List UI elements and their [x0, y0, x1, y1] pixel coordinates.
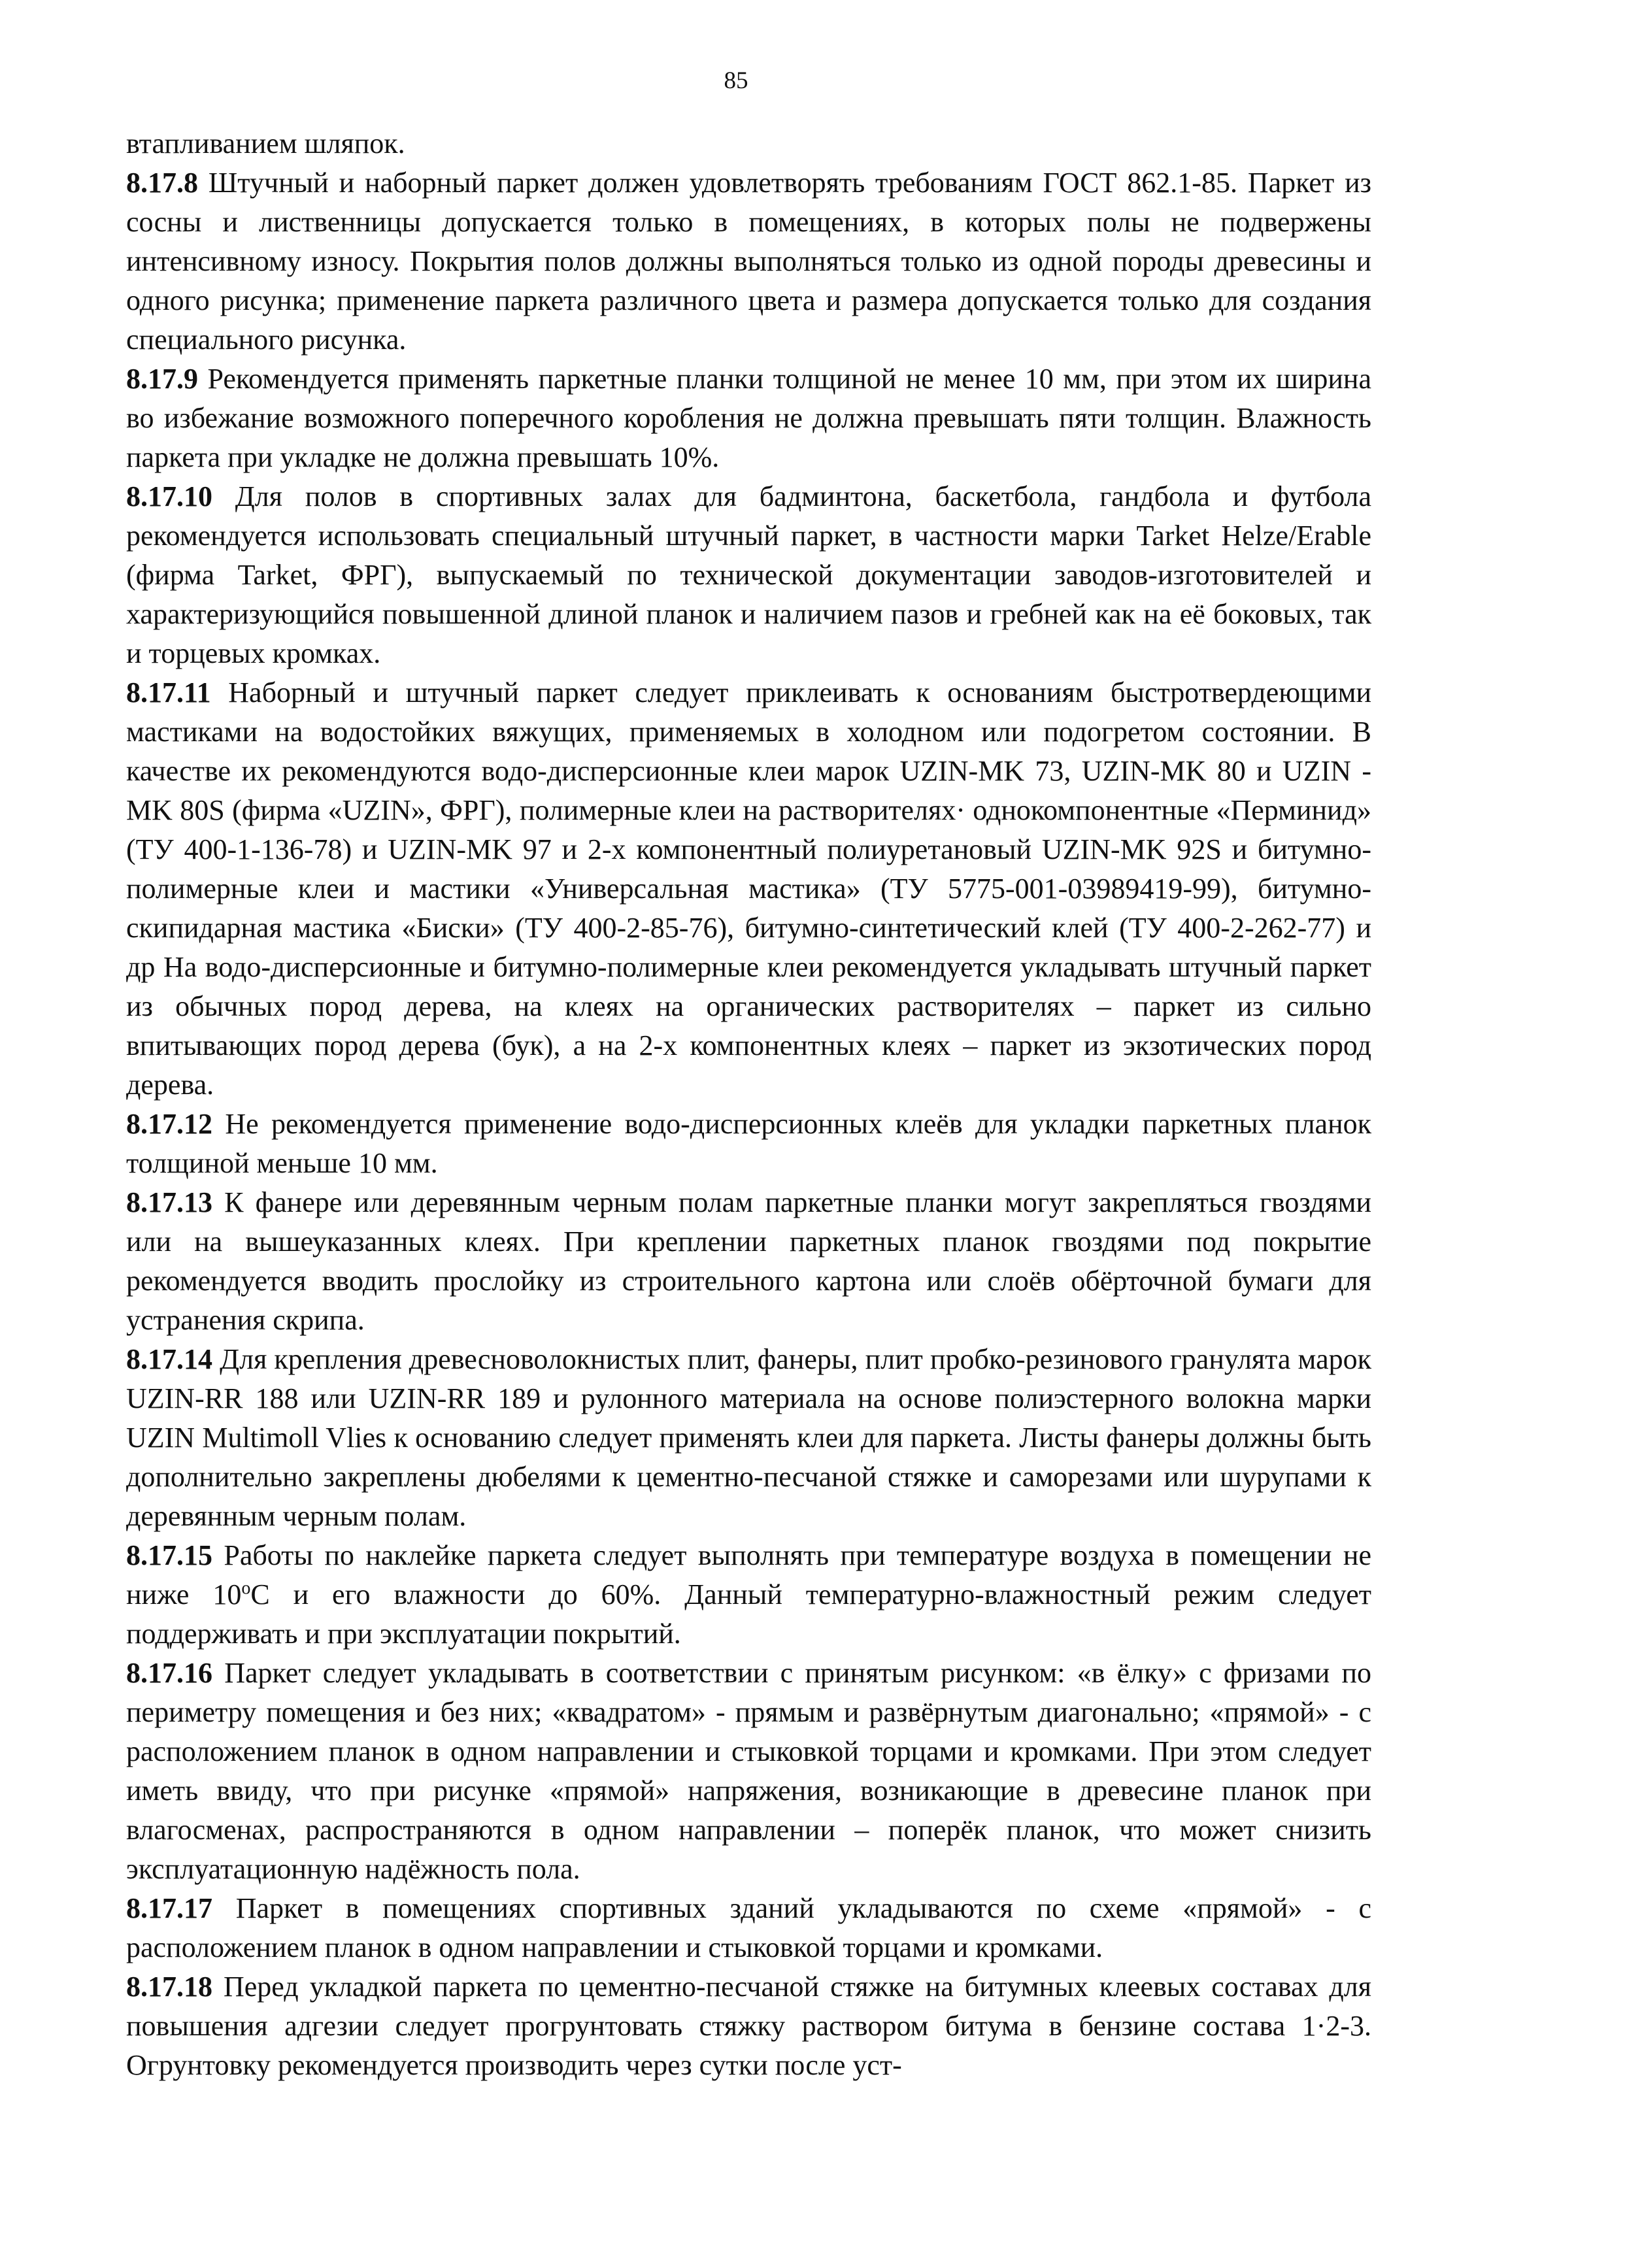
page-number: 85 — [724, 67, 748, 94]
paragraph-number: 8.17.12 — [126, 1108, 212, 1140]
paragraph-8-17-18 — [126, 1967, 1371, 2085]
paragraph-text: Перед укладкой паркета по цементно-песчаной стяжке на битумных клеевых составах для повышения адгезии следует прогрунтовать стяжку раствором битума в бензине состава 1·2-3. Огрунтовку рекомендуется производить через сутки после уст- — [126, 1971, 1372, 2081]
paragraph-8-17-11 — [126, 673, 1371, 1105]
paragraph-text: Не рекомендуется применение водо-дисперсионных клеёв для укладки паркетных планок толщиной меньше 10 мм. — [126, 1108, 1372, 1179]
paragraph-8-17-13 — [126, 1183, 1371, 1340]
paragraph-8-17-12 — [126, 1105, 1371, 1183]
paragraph-number: 8.17.8 — [126, 167, 198, 199]
paragraph-number: 8.17.13 — [126, 1186, 212, 1218]
paragraph-number: 8.17.9 — [126, 363, 198, 395]
document-body — [126, 124, 1371, 2085]
paragraph-text: Паркет в помещениях спортивных зданий укладываются по схеме «прямой» - с расположением планок в одном направлении и стыковкой торцами и кромками. — [126, 1892, 1371, 1963]
paragraph-8-17-8 — [126, 163, 1371, 359]
paragraph-number: 8.17.18 — [126, 1971, 212, 2003]
paragraph-text: Паркет следует укладывать в соответствии с принятым рисунком: «в ёлку» с фризами по периметру помещения и без них; «квадратом» - прямым и развёрнутым диагонально; «прямой» - с расположением планок в одном направлении и стыковкой торцами и кромками. При этом следует иметь ввиду, что при рисунке «прямой» напряжения, возникающие в древесине планок при влагосменах, распространяются в одном направлении – поперёк планок, что может снизить эксплуатационную надёжность пола. — [126, 1657, 1372, 1885]
paragraph-8-17-16 — [126, 1654, 1371, 1889]
paragraph-text: С и его влажности до 60%. Данный температурно-влажностный режим следует поддерживать и при эксплуатации покрытий. — [126, 1578, 1371, 1650]
paragraph-number: 8.17.17 — [126, 1892, 212, 1924]
paragraph-8-17-9 — [126, 359, 1371, 477]
paragraph-number: 8.17.14 — [126, 1343, 212, 1375]
paragraph-8-17-15 — [126, 1536, 1371, 1654]
paragraph-number: 8.17.11 — [126, 676, 211, 709]
paragraph-8-17-10 — [126, 477, 1371, 673]
paragraph-number: 8.17.16 — [126, 1657, 212, 1689]
paragraph-8-17-17 — [126, 1889, 1371, 1967]
paragraph-text: Для полов в спортивных залах для бадминтона, баскетбола, гандбола и футбола рекомендуется использовать специальный штучный паркет, в частности марки Tarket Helze/Erable (фирма Tarket, ФРГ), выпускаемый по технической документации заводов-изготовителей и характеризующийся повышенной длиной планок и наличием пазов и гребней как на её боковых, так и торцевых кромках. — [126, 480, 1371, 669]
paragraph-text: Наборный и штучный паркет следует приклеивать к основаниям быстротвердеющими мастиками на водостойких вяжущих, применяемых в холодном или подогретом состоянии. В качестве их рекомендуются водо-дисперсионные клеи марок UZIN-MK 73, UZIN-MK 80 и UZIN -MK 80S (фирма «UZIN», ФРГ), полимерные клеи на растворителях· однокомпонентные «Перминид» (ТУ 400-1-136-78) и UZIN-MK 97 и 2-х компонентный полиуретановый UZIN-MK 92S и битумно-полимерные клеи и мастики «Универсальная мастика» (ТУ 5775-001-03989419-99), битумно-скипидарная мастика «Биски» (ТУ 400-2-85-76), битумно-синтетический клей (ТУ 400-2-262-77) и др На водо-дисперсионные и битумно-полимерные клеи рекомендуется укладывать штучный паркет из обычных пород дерева, на клеях на органических растворителях – паркет из сильно впитывающих пород дерева (бук), а на 2-х компонентных клеях – паркет из экзотических пород дерева. — [126, 676, 1372, 1101]
paragraph-number: 8.17.10 — [126, 480, 212, 512]
paragraph-text: Штучный и наборный паркет должен удовлетворять требованиям ГОСТ 862.1-85. Паркет из сосны и лиственницы допускается только в помещениях, в которых полы не подвержены интенсивному износу. Покрытия полов должны выполняться только из одной породы древесины и одного рисунка; применение паркета различного цвета и размера допускается только для создания специального рисунка. — [126, 167, 1372, 356]
paragraph-text: Для крепления древесноволокнистых плит, фанеры, плит пробко-резинового гранулята марок UZIN-RR 188 или UZIN-RR 189 и рулонного материала на основе полиэстерного волокна марки UZIN Multimoll Vlies к основанию следует применять клеи для паркета. Листы фанеры должны быть дополнительно закреплены дюбелями к цементно-песчаной стяжке и саморезами или шурупами к деревянным черным полам. — [126, 1343, 1371, 1532]
paragraph-number: 8.17.15 — [126, 1539, 212, 1571]
paragraph-text: Рекомендуется применять паркетные планки толщиной не менее 10 мм, при этом их ширина во избежание возможного поперечного коробления не должна превышать пяти толщин. Влажность паркета при укладке не должна превышать 10%. — [126, 363, 1372, 473]
paragraph-text: Работы по наклейке паркета следует выполнять при температуре воздуха в помещении не ниже 10 — [126, 1539, 1371, 1610]
degree-superscript: о — [241, 1578, 251, 1599]
paragraph-text: К фанере или деревянным черным полам паркетные планки могут закрепляться гвоздями или на вышеуказанных клеях. При креплении паркетных планок гвоздями под покрытие рекомендуется вводить прослойку из строительного картона или слоёв обёрточной бумаги для устранения скрипа. — [126, 1186, 1371, 1336]
carryover-text: втапливанием шляпок. — [126, 127, 405, 159]
paragraph-8-17-14 — [126, 1340, 1371, 1536]
